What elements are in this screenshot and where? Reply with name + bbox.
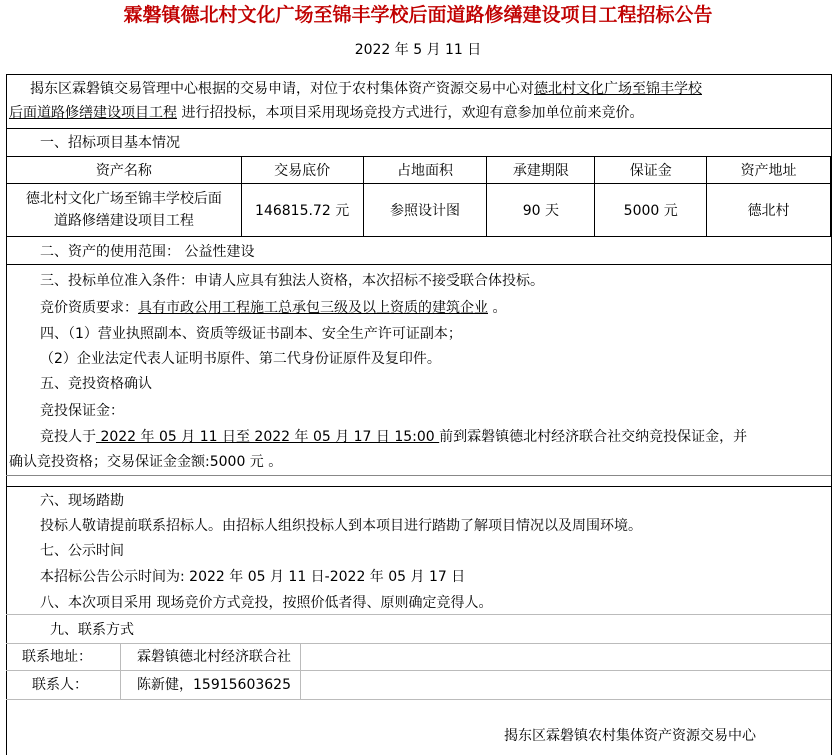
section3-qualification (40, 297, 506, 319)
section8-text: 八、本次项目采用 现场竞价方式竞投，按照价低者得、原则确定竞得人。 (40, 595, 493, 611)
divider (120, 643, 121, 699)
section1-title: 一、招标项目基本情况 (40, 135, 180, 151)
cell-price: 146815.72 元 (241, 184, 363, 237)
deposit-text-c: 前到霖磐镇德北村经济联合社交纳竞投保证金，并 (439, 429, 748, 445)
qualification-label: 竞价资质要求： (40, 300, 138, 316)
signature: 揭东区霖磐镇农村集体资产资源交易中心 (504, 728, 756, 744)
divider (6, 475, 831, 476)
header-address: 资产地址 (707, 157, 831, 184)
divider (300, 643, 301, 699)
deposit-label: 竞投保证金： (40, 403, 124, 419)
deposit-dates: 2022 年 05 月 11 日至 2022 年 05 月 17 日 15:00 (96, 429, 440, 445)
header-price: 交易底价 (241, 157, 363, 184)
right-border (831, 74, 832, 490)
divider (6, 128, 831, 129)
deposit-line1 (40, 426, 747, 448)
left-border-lower (6, 486, 7, 755)
section2-text: 二、资产的使用范围： 公益性建设 (40, 244, 255, 260)
intro-project-name-a: 德北村文化广场至锦丰学校 (534, 81, 702, 97)
left-border (6, 74, 7, 490)
divider (6, 486, 831, 487)
header-period: 承建期限 (487, 157, 595, 184)
divider (6, 643, 831, 644)
divider (6, 614, 831, 615)
header-area: 占地面积 (363, 157, 487, 184)
divider (6, 264, 831, 265)
section9-title: 九、联系方式 (50, 622, 134, 638)
contact-person-label: 联系人： (32, 677, 88, 693)
section5-title: 五、竞投资格确认 (40, 376, 152, 392)
section6-title: 六、现场踏勘 (40, 493, 124, 509)
top-border (6, 74, 831, 75)
right-border-lower (831, 486, 832, 755)
table-row (7, 184, 831, 237)
section6-text: 投标人敬请提前联系招标人。由招标人组织投标人到本项目进行踏勘了解项目情况以及周围环境。 (40, 518, 642, 534)
table-header-row (7, 157, 831, 184)
contact-address-label: 联系地址： (22, 649, 92, 665)
section4-line1: 四、（1）营业执照副本、资质等级证书副本、安全生产许可证副本； (40, 326, 462, 342)
page-title: 霖磐镇德北村文化广场至锦丰学校后面道路修缮建设项目工程招标公告 (123, 4, 713, 26)
cell-period: 90 天 (487, 184, 595, 237)
intro-line-1 (30, 78, 702, 100)
intro-text-b: 进行招投标，本项目采用现场竞投方式进行，欢迎有意参加单位前来竞价。 (177, 105, 644, 121)
divider (6, 670, 831, 671)
project-table (6, 156, 831, 237)
qualification-end: 。 (488, 300, 507, 316)
intro-project-name-b: 后面道路修缮建设项目工程 (9, 105, 177, 121)
cell-deposit: 5000 元 (595, 184, 707, 237)
section7-text: 本招标公告公示时间为: 2022 年 05 月 11 日-2022 年 05 月 17 日 (40, 569, 466, 585)
cell-address: 德北村 (707, 184, 831, 237)
asset-name-line2: 道路修缮建设项目工程 (53, 213, 194, 229)
section7-title: 七、公示时间 (40, 543, 124, 559)
section3-line1: 三、投标单位准入条件：申请人应具有独法人资格，本次招标不接受联合体投标。 (40, 273, 544, 289)
cell-asset-name (7, 184, 242, 237)
section4-line2: （2）企业法定代表人证明书原件、第二代身份证原件及复印件。 (40, 351, 441, 367)
notice-date: 2022 年 5 月 11 日 (354, 42, 482, 58)
contact-address-value: 霖磐镇德北村经济联合社 (137, 649, 291, 665)
qualification-value: 具有市政公用工程施工总承包三级及以上资质的建筑企业 (138, 300, 488, 316)
intro-text-a: 揭东区霖磐镇交易管理中心根据的交易申请，对位于农村集体资产资源交易中心对 (30, 81, 534, 97)
contact-person-value: 陈新健，15915603625 (137, 677, 291, 693)
deposit-text-a: 竞投人于 (40, 429, 96, 445)
divider (6, 699, 831, 700)
header-asset-name: 资产名称 (7, 157, 242, 184)
header-deposit: 保证金 (595, 157, 707, 184)
deposit-line2: 确认竞投资格；交易保证金金额:5000 元 。 (9, 454, 283, 470)
asset-name-line1: 德北村文化广场至锦丰学校后面 (25, 191, 222, 207)
cell-area: 参照设计图 (363, 184, 487, 237)
intro-line-2 (9, 102, 643, 124)
